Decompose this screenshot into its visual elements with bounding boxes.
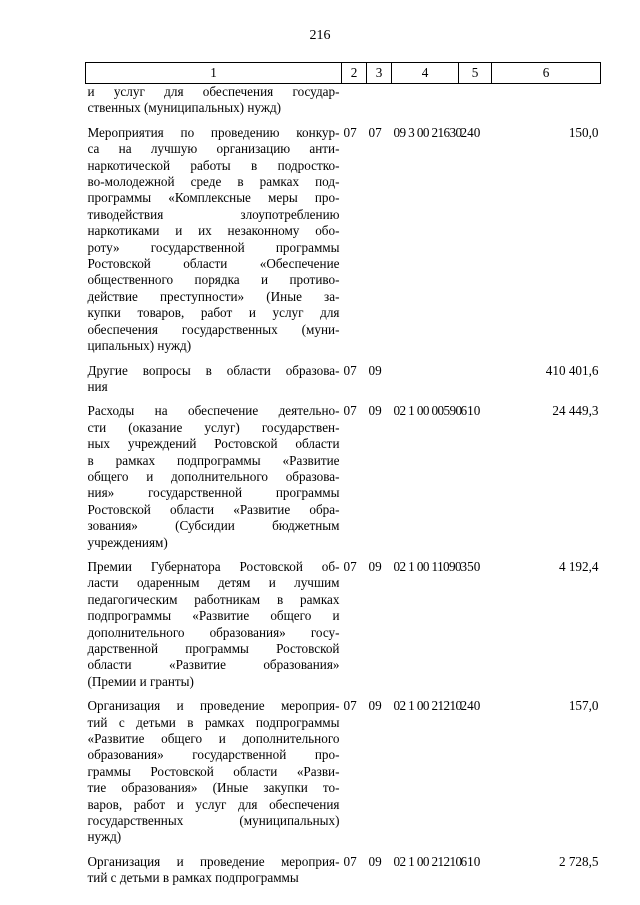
description-line: наркотиками и их незаконному обо- bbox=[87, 223, 340, 239]
target-article-code: 02 1 00 11090 bbox=[393, 558, 462, 574]
description-line: роту» государственной программы bbox=[87, 239, 340, 255]
amount: 4 192,4 bbox=[558, 558, 599, 574]
expense-type-code bbox=[459, 84, 492, 117]
column-header-6: 6 bbox=[492, 63, 601, 84]
expense-type-code bbox=[459, 355, 492, 396]
description-line: области «Развитие образования» bbox=[87, 657, 340, 673]
description-line: действие преступности» (Иные за- bbox=[87, 288, 340, 304]
column-header-3: 3 bbox=[367, 63, 392, 84]
description-line: ния» государственной программы bbox=[87, 485, 340, 501]
description-line: ных учреждений Ростовской области bbox=[87, 436, 340, 452]
description-line: нужд) bbox=[87, 829, 122, 845]
section-code bbox=[342, 84, 367, 117]
section-code: 07 bbox=[343, 698, 357, 714]
section-code: 07 bbox=[343, 558, 357, 574]
section-code: 07 bbox=[343, 124, 357, 140]
expense-type-code: 240 bbox=[460, 698, 481, 714]
target-article-code: 09 3 00 21630 bbox=[393, 124, 462, 140]
amount: 2 728,5 bbox=[558, 853, 599, 869]
target-article-code bbox=[392, 355, 459, 396]
description-line: са на лучшую организацию анти- bbox=[87, 141, 340, 157]
description-line: педагогическим работникам в рамках bbox=[87, 591, 340, 607]
table-row bbox=[86, 395, 601, 551]
target-article-code bbox=[392, 84, 459, 117]
description-line: ния bbox=[87, 378, 108, 394]
budget-table bbox=[85, 62, 601, 887]
description-line: Мероприятия по проведению конкур- bbox=[87, 124, 340, 140]
subsection-code: 09 bbox=[368, 853, 382, 869]
description-line: (Премии и гранты) bbox=[87, 673, 194, 689]
column-header-2: 2 bbox=[342, 63, 367, 84]
description-line: тий с детьми в рамках подпрограммы bbox=[87, 870, 299, 886]
table-row bbox=[86, 690, 601, 846]
description-line: подпрограммы «Развитие общего и bbox=[87, 608, 340, 624]
subsection-code: 09 bbox=[368, 558, 382, 574]
description-line: Организация и проведение мероприя- bbox=[87, 853, 340, 869]
column-header-4: 4 bbox=[392, 63, 459, 84]
description-line: «Развитие общего и дополнительного bbox=[87, 731, 340, 747]
amount: 150,0 bbox=[568, 124, 599, 140]
description-line: в рамках подпрограммы «Развитие bbox=[87, 452, 340, 468]
amount: 157,0 bbox=[568, 698, 599, 714]
description-line: Расходы на обеспечение деятельно- bbox=[87, 403, 340, 419]
description-line: Ростовской области «Развитие обра- bbox=[87, 501, 340, 517]
description-line: зования» (Субсидии бюджетным bbox=[87, 518, 340, 534]
table-row bbox=[86, 84, 601, 117]
row-description bbox=[86, 846, 342, 887]
amount: 24 449,3 bbox=[552, 403, 599, 419]
row-description bbox=[86, 690, 342, 846]
section-code: 07 bbox=[343, 362, 357, 378]
target-article-code: 02 1 00 21210 bbox=[393, 853, 462, 869]
description-line: сти (оказание услуг) государствен- bbox=[87, 419, 340, 435]
description-line: дополнительного образования» госу- bbox=[87, 624, 340, 640]
description-line: общего и дополнительного образова- bbox=[87, 468, 340, 484]
amount bbox=[492, 84, 601, 117]
target-article-code: 02 1 00 00590 bbox=[393, 403, 462, 419]
expense-type-code: 610 bbox=[460, 853, 481, 869]
description-line: государственных (муниципальных) bbox=[87, 813, 340, 829]
description-line: образования» государственной про- bbox=[87, 747, 340, 763]
amount: 410 401,6 bbox=[545, 362, 599, 378]
description-line: ственных (муниципальных) нужд) bbox=[87, 100, 282, 116]
description-line: дарственной программы Ростовской bbox=[87, 641, 340, 656]
header-row bbox=[86, 63, 601, 84]
description-line: обеспечения государственных (муни- bbox=[87, 321, 340, 337]
row-description bbox=[86, 117, 342, 355]
description-line: варов, работ и услуг для обеспечения bbox=[87, 796, 340, 812]
description-line: программы «Комплексные меры про- bbox=[87, 190, 340, 206]
subsection-code: 09 bbox=[368, 403, 382, 419]
description-line: Премии Губернатора Ростовской об- bbox=[87, 558, 340, 574]
subsection-code: 07 bbox=[368, 124, 382, 140]
description-line: тиводействия злоупотреблению bbox=[87, 206, 340, 222]
description-line: тий с детьми в рамках подпрограммы bbox=[87, 714, 340, 730]
column-header-5: 5 bbox=[459, 63, 492, 84]
subsection-code: 09 bbox=[368, 362, 382, 378]
section-code: 07 bbox=[343, 403, 357, 419]
row-description bbox=[86, 84, 342, 117]
table-body bbox=[86, 84, 601, 887]
expense-type-code: 350 bbox=[460, 558, 481, 574]
description-line: Организация и проведение мероприя- bbox=[87, 698, 340, 714]
section-code: 07 bbox=[343, 853, 357, 869]
table-header bbox=[86, 63, 601, 84]
table-row bbox=[86, 117, 601, 355]
expense-type-code: 240 bbox=[460, 124, 481, 140]
description-line: Другие вопросы в области образова- bbox=[87, 362, 340, 378]
description-line: учреждениям) bbox=[87, 534, 168, 550]
description-line: купки товаров, работ и услуг для bbox=[87, 305, 340, 321]
table-row bbox=[86, 846, 601, 887]
row-description bbox=[86, 551, 342, 690]
description-line: наркотической работы в подростко- bbox=[87, 157, 340, 173]
description-line: граммы Ростовской области «Разви- bbox=[87, 763, 340, 779]
target-article-code: 02 1 00 21210 bbox=[393, 698, 462, 714]
table-row bbox=[86, 355, 601, 396]
subsection-code bbox=[367, 84, 392, 117]
description-line: ципальных) нужд) bbox=[87, 338, 192, 354]
description-line: Ростовской области «Обеспечение bbox=[87, 256, 340, 272]
subsection-code: 09 bbox=[368, 698, 382, 714]
description-line: и услуг для обеспечения государ- bbox=[87, 84, 340, 99]
table-row bbox=[86, 551, 601, 690]
column-header-1: 1 bbox=[86, 63, 342, 84]
description-line: ласти одаренным детям и лучшим bbox=[87, 575, 340, 591]
page-number: 216 bbox=[309, 28, 331, 43]
row-description bbox=[86, 355, 342, 396]
expense-type-code: 610 bbox=[460, 403, 481, 419]
description-line: тие образования» (Иные закупки то- bbox=[87, 780, 340, 796]
description-line: во-молодежной среде в рамках под- bbox=[87, 174, 340, 190]
row-description bbox=[86, 395, 342, 551]
description-line: общественного порядка и противо- bbox=[87, 272, 340, 288]
